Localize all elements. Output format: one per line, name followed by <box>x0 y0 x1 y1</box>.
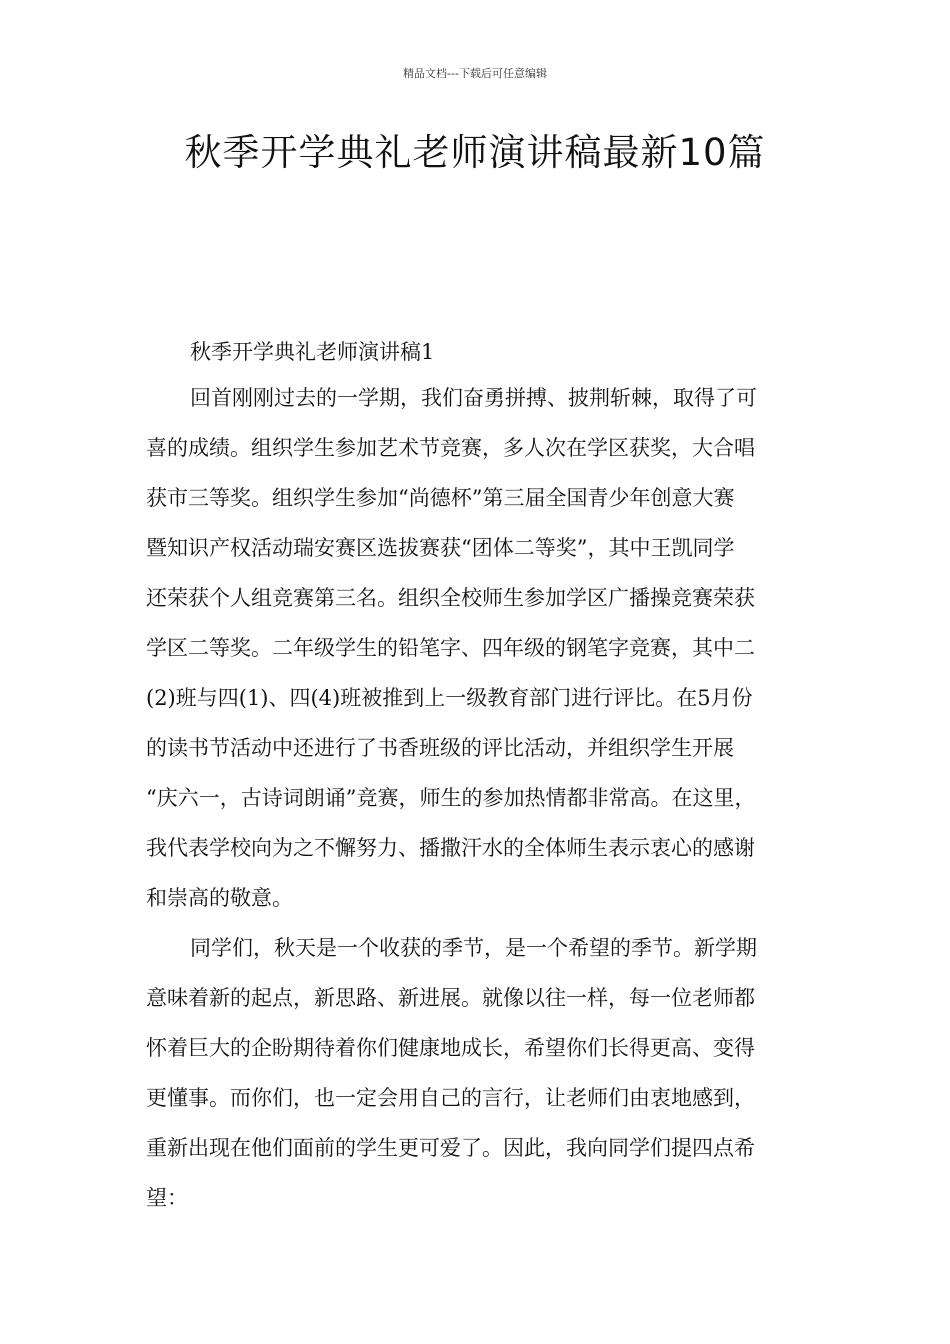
paragraph-line: 还荣获个人组竞赛第三名。组织全校师生参加学区广播操竞赛荣获 <box>146 586 755 610</box>
paragraph-line: (2)班与四(1)、四(4)班被推到上一级教育部门进行评比。在5月份 <box>146 686 753 710</box>
paragraph-line: 望： <box>146 1186 188 1210</box>
paragraph-line: 学区二等奖。二年级学生的铅笔字、四年级的钢笔字竞赛，其中二 <box>146 636 755 660</box>
paragraph-2 <box>146 923 836 1223</box>
paragraph-1 <box>146 373 836 923</box>
paragraph-line: 的读书节活动中还进行了书香班级的评比活动，并组织学生开展 <box>146 736 734 760</box>
paragraph-line: 重新出现在他们面前的学生更可爱了。因此，我向同学们提四点希 <box>146 1136 755 1160</box>
paragraph-line: 获市三等奖。组织学生参加“尚德杯”第三届全国青少年创意大赛 <box>146 486 735 510</box>
document-title: 秋季开学典礼老师演讲稿最新10篇 <box>184 131 766 174</box>
paragraph-line: 和崇高的敬意。 <box>146 886 293 910</box>
paragraph-line: 喜的成绩。组织学生参加艺术节竞赛，多人次在学区获奖，大合唱 <box>146 436 755 460</box>
paragraph-line: 我代表学校向为之不懈努力、播撒汗水的全体师生表示衷心的感谢 <box>146 836 755 860</box>
paragraph-line: 更懂事。而你们，也一定会用自己的言行，让老师们由衷地感到， <box>146 1086 755 1110</box>
paragraph-line: 怀着巨大的企盼期待着你们健康地成长，希望你们长得更高、变得 <box>146 1036 755 1060</box>
paragraph-line: 回首刚刚过去的一学期，我们奋勇拼搏、披荆斩棘，取得了可 <box>190 386 757 410</box>
section-heading: 秋季开学典礼老师演讲稿1 <box>190 340 435 364</box>
document-header-note: 精品文档---下载后可任意编辑 <box>403 67 547 80</box>
paragraph-line: 同学们，秋天是一个收获的季节，是一个希望的季节。新学期 <box>190 936 757 960</box>
paragraph-line: “庆六一，古诗词朗诵”竞赛，师生的参加热情都非常高。在这里， <box>146 786 756 810</box>
paragraph-line: 暨知识产权活动瑞安赛区选拔赛获“团体二等奖”，其中王凯同学 <box>146 536 735 560</box>
paragraph-line: 意味着新的起点，新思路、新进展。就像以往一样，每一位老师都 <box>146 986 755 1010</box>
